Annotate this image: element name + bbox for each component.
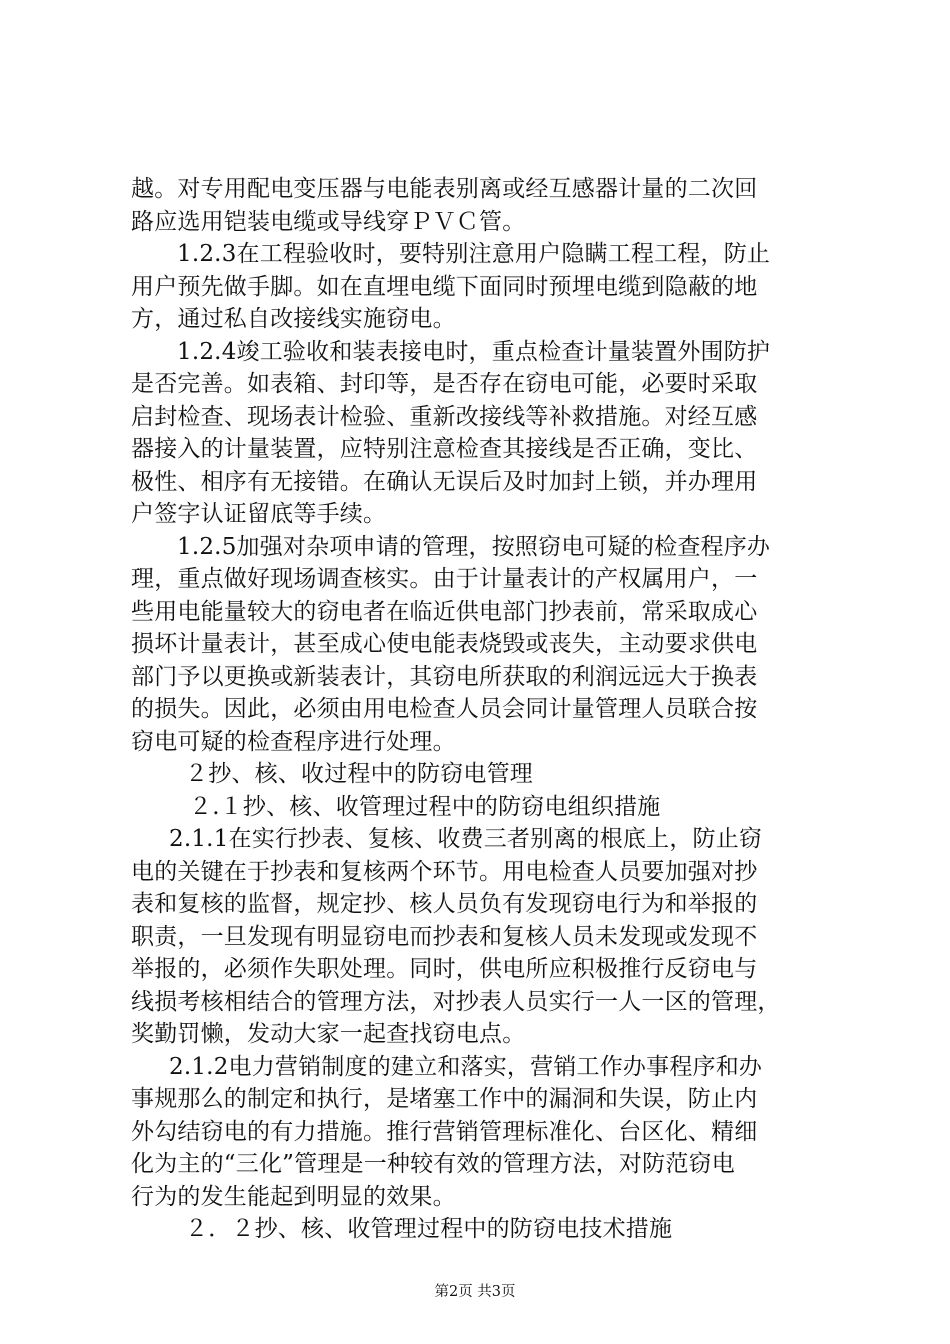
text-line: 奖勤罚懒，发动大家一起查找窃电点。 xyxy=(131,1021,526,1047)
section-1-2-5-first-line: 1.2.5加强对杂项申请的管理，按照窃电可疑的检查程序办 xyxy=(177,533,771,560)
text-line: 窃电可疑的检查程序进行处理。 xyxy=(131,728,456,755)
text-line: 极性、相序有无接错。在确认无误后及时加封上锁，并办理用 xyxy=(131,468,758,495)
text-line: 电的关键在于抄表和复核两个环节。用电检查人员要加强对抄 xyxy=(131,858,758,885)
text-line: 举报的，必须作失职处理。同时，供电所应积极推行反窃电与 xyxy=(131,956,758,982)
section-1-2-3-first-line: 1.2.3在工程验收时，要特别注意用户隐瞒工程工程，防止 xyxy=(177,241,771,267)
section-2-heading: ２抄、核、收过程中的防窃电管理 xyxy=(185,761,533,787)
text-line: 职责，一旦发现有明显窃电而抄表和复核人员未发现或发现不 xyxy=(131,923,758,950)
text-line: 用户预先做手脚。如在直埋电缆下面同时预埋电缆到隐蔽的地 xyxy=(131,273,758,300)
document-body xyxy=(131,173,837,1246)
text-line: 化为主的“三化”管理是一种较有效的管理方法，对防范窃电 xyxy=(131,1151,735,1177)
text-line: 器接入的计量装置，应特别注意检查其接线是否正确，变比、 xyxy=(131,436,758,462)
text-line: 部门予以更换或新装表计，其窃电所获取的利润远远大于换表 xyxy=(131,663,758,690)
section-2-2-heading: ２．２抄、核、收管理过程中的防窃电技术措施 xyxy=(185,1216,673,1242)
text-line: 启封检查、现场表计检验、重新改接线等补救措施。对经互感 xyxy=(131,403,758,430)
section-2-1-heading: ２.１抄、核、收管理过程中的防窃电组织措施 xyxy=(189,793,661,820)
text-line: 户签字认证留底等手续。 xyxy=(131,501,387,527)
text-line: 线损考核相结合的管理方法，对抄表人员实行一人一区的管理， xyxy=(131,988,781,1015)
text-line: 行为的发生能起到明显的效果。 xyxy=(131,1183,456,1210)
text-line: 方，通过私自改接线实施窃电。 xyxy=(131,306,456,332)
text-line: 的损失。因此，必须由用电检查人员会同计量管理人员联合按 xyxy=(131,696,758,722)
section-2-1-2-first-line: 2.1.2电力营销制度的建立和落实，营销工作办事程序和办 xyxy=(169,1053,763,1080)
text-line: 路应选用铠装电缆或导线穿ＰＶＣ管。 xyxy=(131,208,526,235)
section-2-1-1-first-line: 2.1.1在实行抄表、复核、收费三者别离的根底上，防止窃 xyxy=(169,826,763,852)
text-line: 损坏计量表计，甚至成心使电能表烧毁或丧失，主动要求供电 xyxy=(131,631,758,657)
text-line: 是否完善。如表箱、封印等，是否存在窃电可能，必要时采取 xyxy=(131,371,758,397)
page-number-label: 第2页 共3页 xyxy=(434,1284,516,1300)
text-line: 些用电能量较大的窃电者在临近供电部门抄表前，常采取成心 xyxy=(131,598,758,625)
text-line: 事规那么的制定和执行，是堵塞工作中的漏洞和失误，防止内 xyxy=(131,1086,758,1112)
section-1-2-4-first-line: 1.2.4竣工验收和装表接电时，重点检查计量装置外围防护 xyxy=(177,338,771,365)
text-line: 理，重点做好现场调查核实。由于计量表计的产权属用户，一 xyxy=(131,566,758,592)
text-line: 越。对专用配电变压器与电能表别离或经互感器计量的二次回 xyxy=(131,176,758,202)
text-line: 表和复核的监督，规定抄、核人员负有发现窃电行为和举报的 xyxy=(131,891,758,917)
page-footer xyxy=(0,1282,950,1302)
text-line: 外勾结窃电的有力措施。推行营销管理标准化、台区化、精细 xyxy=(131,1118,758,1145)
